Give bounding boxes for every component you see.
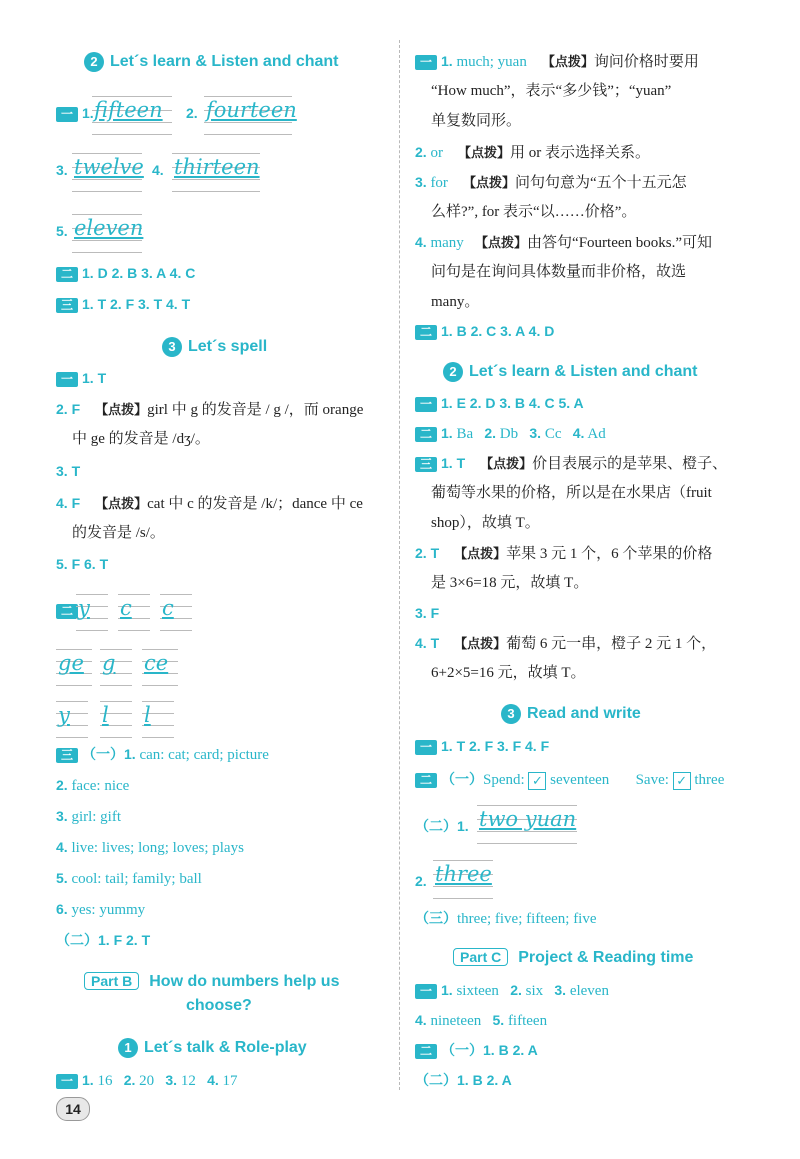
- question-tag: 二: [56, 604, 78, 619]
- item-number: 4.: [152, 162, 164, 178]
- handwritten-letter: ce: [144, 651, 169, 675]
- handwritten-answer: thirteen: [174, 155, 260, 179]
- item-number: 4.: [415, 234, 427, 250]
- item-number: 4.: [56, 839, 68, 855]
- explanation-text: 葡萄等水果的价格，所以是在水果店（fruit: [431, 485, 712, 501]
- answer-text: much; yuan: [456, 54, 527, 70]
- spell-q3: [56, 461, 80, 482]
- item-number: 5.: [492, 1012, 505, 1028]
- save-label: Save:: [635, 772, 669, 788]
- answer-text: 1. T 2. F 3. T 4. T: [82, 296, 191, 312]
- section-title: Let´s talk & Role-play: [144, 1039, 307, 1057]
- spell-q4-line2: [72, 523, 165, 543]
- answer-text: 1. E 2. D 3. B 4. C 5. A: [441, 395, 584, 411]
- question-tag: 一: [56, 1074, 78, 1089]
- l1-answers: [415, 393, 584, 414]
- q3b-line3: [56, 806, 121, 827]
- check-icon: ✓: [528, 772, 546, 790]
- hint-label: 【点拨】: [454, 637, 507, 652]
- r3-line1: [415, 172, 687, 194]
- explanation-text: 是 3×6=18 元，故填 T。: [431, 575, 589, 591]
- letter-box: [142, 697, 174, 741]
- explanation-text: 苹果 3 元 1 个，6 个苹果的价格: [506, 546, 713, 562]
- hint-label: 【点拨】: [475, 236, 528, 251]
- rw2-part2-num: [415, 816, 469, 837]
- item-number: 2.: [510, 982, 522, 998]
- explanation-text: 中 ge 的发音是 /dʒ/。: [72, 431, 210, 447]
- section-heading-spell: [162, 337, 267, 357]
- question-tag: 二: [415, 773, 437, 788]
- question-tag: 二: [415, 1044, 437, 1059]
- letter-box: [76, 590, 108, 634]
- handwriting-fifteen: [92, 92, 172, 137]
- answer-text: 1. B 2. C 3. A 4. D: [441, 323, 555, 339]
- r3-line2: [431, 202, 636, 222]
- q3b-part2: [56, 930, 150, 951]
- handwritten-letter: c: [162, 596, 174, 620]
- item-number: （一）1.: [82, 746, 136, 762]
- item-number: 1.: [82, 105, 94, 121]
- explanation-text: shop），故填 T。: [431, 515, 540, 531]
- letter-box: [160, 590, 192, 634]
- explanation-text: many。: [431, 294, 480, 310]
- answer-text: 4. F: [56, 495, 81, 511]
- spell-q4-line1: [56, 493, 363, 515]
- q3b-line1: [56, 744, 269, 765]
- l3-1-line1: [415, 453, 727, 475]
- section-number-badge: 2: [84, 52, 104, 72]
- handwritten-answer: eleven: [74, 216, 144, 240]
- answer-text: eleven: [569, 983, 609, 999]
- answer-text: 1. T: [441, 455, 466, 471]
- item-number: 1.: [441, 425, 453, 441]
- q3-answers: [56, 294, 190, 315]
- answer-text: 4. T: [415, 635, 440, 651]
- pc3-line: [415, 1070, 512, 1091]
- item-number: 5.: [56, 223, 68, 239]
- letter-box: [56, 697, 88, 741]
- question-tag: 三: [415, 457, 437, 472]
- l3-2-line1: [415, 543, 712, 565]
- answer-text: sixteen: [456, 983, 499, 999]
- handwritten-letter: l: [144, 703, 151, 727]
- r4-line3: [431, 292, 479, 312]
- answer-text: （一）1. B 2. A: [441, 1042, 538, 1058]
- letter-box: [142, 645, 178, 689]
- pc2-line: [415, 1040, 538, 1061]
- item-number: 2.: [186, 105, 198, 121]
- answer-text: Ad: [587, 426, 606, 442]
- section-title: Let´s learn & Listen and chant: [469, 363, 698, 381]
- section-heading-read-write: [501, 704, 641, 724]
- answer-text: yes: yummy: [71, 902, 146, 918]
- item-number: 3.: [529, 425, 542, 441]
- answer-text: 2. F: [56, 401, 81, 417]
- answer-text: 20: [139, 1073, 155, 1089]
- letter-box: [118, 590, 150, 634]
- answer-text: 2. T: [415, 545, 440, 561]
- explanation-text: 单复数同形。: [431, 113, 522, 129]
- l3-1-line2: [431, 483, 712, 503]
- item-number: 5.: [56, 870, 68, 886]
- part-label: Part B: [84, 972, 139, 990]
- item-number: 2.: [56, 777, 68, 793]
- part-title: How do numbers help us: [149, 973, 340, 990]
- hint-label: 【点拨】: [480, 457, 533, 472]
- q1-fifteen-row: [56, 103, 94, 124]
- answer-text: Db: [499, 426, 519, 442]
- handwritten-letter: ge: [58, 651, 84, 675]
- item-number: （一）: [441, 771, 483, 787]
- spell-q2-line2: [72, 429, 210, 449]
- item-number: 2.: [484, 425, 497, 441]
- hint-label: 【点拨】: [454, 547, 507, 562]
- answer-text: many: [430, 235, 464, 251]
- item-number: （二）1.: [415, 818, 469, 834]
- answer-text: 3. T: [56, 463, 81, 479]
- item-number: 3.: [415, 174, 427, 190]
- handwriting-twelve: [72, 149, 142, 194]
- answer-text: can: cat; card; picture: [139, 747, 269, 763]
- item-number: 6.: [56, 901, 68, 917]
- item-number: 1.: [441, 982, 453, 998]
- section-number-badge: 3: [162, 337, 182, 357]
- r1-line1: [415, 51, 699, 73]
- spell-q2-line1: [56, 399, 363, 421]
- pc1-line1: [415, 980, 609, 1001]
- rw2-part1: [415, 769, 724, 790]
- question-tag: 一: [415, 740, 437, 755]
- section-heading-talk: [118, 1038, 307, 1058]
- answer-text: 5. F 6. T: [56, 556, 109, 572]
- answer-text: 17: [222, 1073, 238, 1089]
- q1-thirteen-num: [152, 160, 164, 181]
- handwritten-answer: three: [435, 862, 492, 886]
- explanation-text: 询问价格时要用: [593, 54, 699, 70]
- explanation-text: 价目表展示的是苹果、橙子、: [532, 456, 728, 472]
- explanation-text: “How much”，表示“多少钱”；“yuan”: [431, 83, 672, 99]
- explanation-text: 问句句意为“五个十五元怎: [514, 175, 687, 191]
- rw1-answers: [415, 736, 549, 757]
- letter-box: [100, 697, 132, 741]
- explanation-text: 用 or 表示选择关系。: [509, 145, 650, 161]
- handwriting-three: [433, 856, 493, 902]
- item-number: 3.: [554, 982, 567, 998]
- section-title: Let´s spell: [188, 338, 268, 356]
- part-c-heading: [453, 948, 693, 967]
- r5-answers: [415, 321, 554, 342]
- item-number: 2.: [415, 873, 427, 889]
- section-number-badge: 3: [501, 704, 521, 724]
- handwritten-letter: y: [58, 703, 70, 727]
- hint-label: 【点拨】: [457, 146, 510, 161]
- talk-answers: [56, 1070, 238, 1091]
- answer-text: three; five; fifteen; five: [457, 911, 597, 927]
- hint-label: 【点拨】: [95, 497, 148, 512]
- item-number: 2.: [415, 144, 427, 160]
- part-b-heading: [84, 972, 339, 991]
- hint-label: 【点拨】: [462, 176, 515, 191]
- q1-fourteen-num: [186, 103, 198, 124]
- answer-text: girl: gift: [71, 809, 122, 825]
- q3b-line6: [56, 899, 145, 920]
- q1-eleven-num: [56, 221, 68, 242]
- handwriting-thirteen: [172, 149, 260, 194]
- question-tag: 三: [56, 298, 78, 313]
- answer-text: Ba: [456, 426, 474, 442]
- save-value: three: [694, 772, 725, 788]
- r1-line3: [431, 111, 521, 131]
- answer-text: live: lives; long; loves; plays: [71, 840, 244, 856]
- question-tag: 一: [415, 984, 437, 999]
- question-tag: 一: [415, 55, 437, 70]
- question-tag: 二: [415, 427, 437, 442]
- l3-1-line3: [431, 513, 540, 533]
- handwritten-letter: l: [102, 703, 109, 727]
- handwritten-answer: fifteen: [94, 98, 163, 122]
- explanation-text: cat 中 c 的发音是 /k/；dance 中 ce: [147, 496, 363, 512]
- q2-answers: [56, 263, 195, 284]
- spell-q1: [56, 368, 106, 389]
- explanation-text: 么样?”, for 表示“以……价格”。: [431, 204, 637, 220]
- handwriting-two-yuan: [477, 801, 577, 847]
- explanation-text: 的发音是 /s/。: [72, 525, 165, 541]
- answer-text: face: nice: [71, 778, 130, 794]
- pc1-line2: [415, 1010, 547, 1031]
- section-heading-learn: [84, 52, 338, 72]
- letter-box: [56, 645, 92, 689]
- handwritten-letter: y: [78, 596, 90, 620]
- question-tag: 一: [56, 372, 78, 387]
- handwriting-eleven: [72, 210, 142, 255]
- section-number-badge: 2: [443, 362, 463, 382]
- explanation-text: 问句是在询问具体数量而非价格，故选: [431, 264, 687, 280]
- handwritten-answer: fourteen: [206, 98, 297, 122]
- hint-label: 【点拨】: [541, 55, 594, 70]
- item-number: （三）: [415, 910, 457, 926]
- answer-text: 1. T 2. F 3. F 4. F: [441, 738, 550, 754]
- part-title: choose?: [186, 997, 252, 1014]
- question-tag: 一: [56, 107, 78, 122]
- q3b-line4: [56, 837, 244, 858]
- handwriting-fourteen: [204, 92, 297, 137]
- item-number: 2.: [123, 1072, 136, 1088]
- page-number: 14: [56, 1097, 90, 1121]
- question-tag: 一: [415, 397, 437, 412]
- q1-twelve-num: [56, 160, 68, 181]
- item-number: 1.: [441, 53, 453, 69]
- column-divider: [399, 40, 400, 1090]
- item-number: 3.: [56, 808, 68, 824]
- section-title: Let´s learn & Listen and chant: [110, 53, 339, 71]
- question-tag: 二: [56, 267, 78, 282]
- spend-label: Spend:: [483, 772, 525, 788]
- item-number: 3.: [56, 162, 68, 178]
- letter-box: [100, 645, 132, 689]
- answer-text: nineteen: [430, 1013, 482, 1029]
- explanation-text: 由答句“Fourteen books.”可知: [527, 235, 713, 251]
- l3-4-line2: [431, 663, 586, 683]
- handwritten-letter: g: [102, 651, 116, 675]
- handwritten-answer: two yuan: [479, 807, 577, 831]
- part-label: Part C: [453, 948, 508, 966]
- rw2-part2-2: [415, 871, 427, 892]
- r4-line1: [415, 232, 712, 254]
- section-title: Read and write: [527, 705, 641, 723]
- answer-text: （二）1. B 2. A: [415, 1072, 512, 1088]
- item-number: 1.: [82, 1072, 94, 1088]
- item-number: 3.: [165, 1072, 178, 1088]
- q3b-line5: [56, 868, 202, 889]
- l3-2-line2: [431, 573, 588, 593]
- spell-q5-q6: [56, 554, 108, 575]
- l3-4-line1: [415, 633, 716, 655]
- answer-text: （二）1. F 2. T: [56, 932, 151, 948]
- part-title: Project & Reading time: [518, 949, 694, 966]
- explanation-text: girl 中 g 的发音是 / g /，而 orange: [147, 402, 364, 418]
- section-heading-learn-2: [443, 362, 697, 382]
- hint-label: 【点拨】: [95, 403, 148, 418]
- item-number: 4.: [572, 425, 585, 441]
- check-icon: ✓: [673, 772, 691, 790]
- rw2-part3: [415, 908, 597, 929]
- answer-text: 1. T: [82, 370, 107, 386]
- item-number: 4.: [415, 1012, 427, 1028]
- explanation-text: 6+2×5=16 元，故填 T。: [431, 665, 586, 681]
- answer-text: or: [430, 145, 443, 161]
- handwritten-answer: twelve: [74, 155, 144, 179]
- r1-line2: [431, 81, 671, 101]
- item-number: 4.: [207, 1072, 219, 1088]
- section-number-badge: 1: [118, 1038, 138, 1058]
- part-b-heading-line2: [186, 997, 252, 1015]
- answer-text: 3. F: [415, 605, 440, 621]
- answer-text: cool: tail; family; ball: [71, 871, 202, 887]
- explanation-text: 葡萄 6 元一串，橙子 2 元 1 个，: [506, 636, 717, 652]
- question-tag: 二: [415, 325, 437, 340]
- answer-text: 16: [97, 1073, 113, 1089]
- spend-value: seventeen: [550, 772, 610, 788]
- answer-text: 12: [180, 1073, 196, 1089]
- answer-text: for: [430, 175, 448, 191]
- q3b-line2: [56, 775, 129, 796]
- answer-text: fifteen: [507, 1013, 548, 1029]
- r2-line: [415, 142, 650, 164]
- answer-text: six: [525, 983, 544, 999]
- question-tag: 三: [56, 748, 78, 763]
- r4-line2: [431, 262, 686, 282]
- l3-3: [415, 603, 439, 624]
- handwritten-letter: c: [120, 596, 132, 620]
- l2-answers: [415, 423, 606, 444]
- answer-text: Cc: [544, 426, 562, 442]
- answer-text: 1. D 2. B 3. A 4. C: [82, 265, 196, 281]
